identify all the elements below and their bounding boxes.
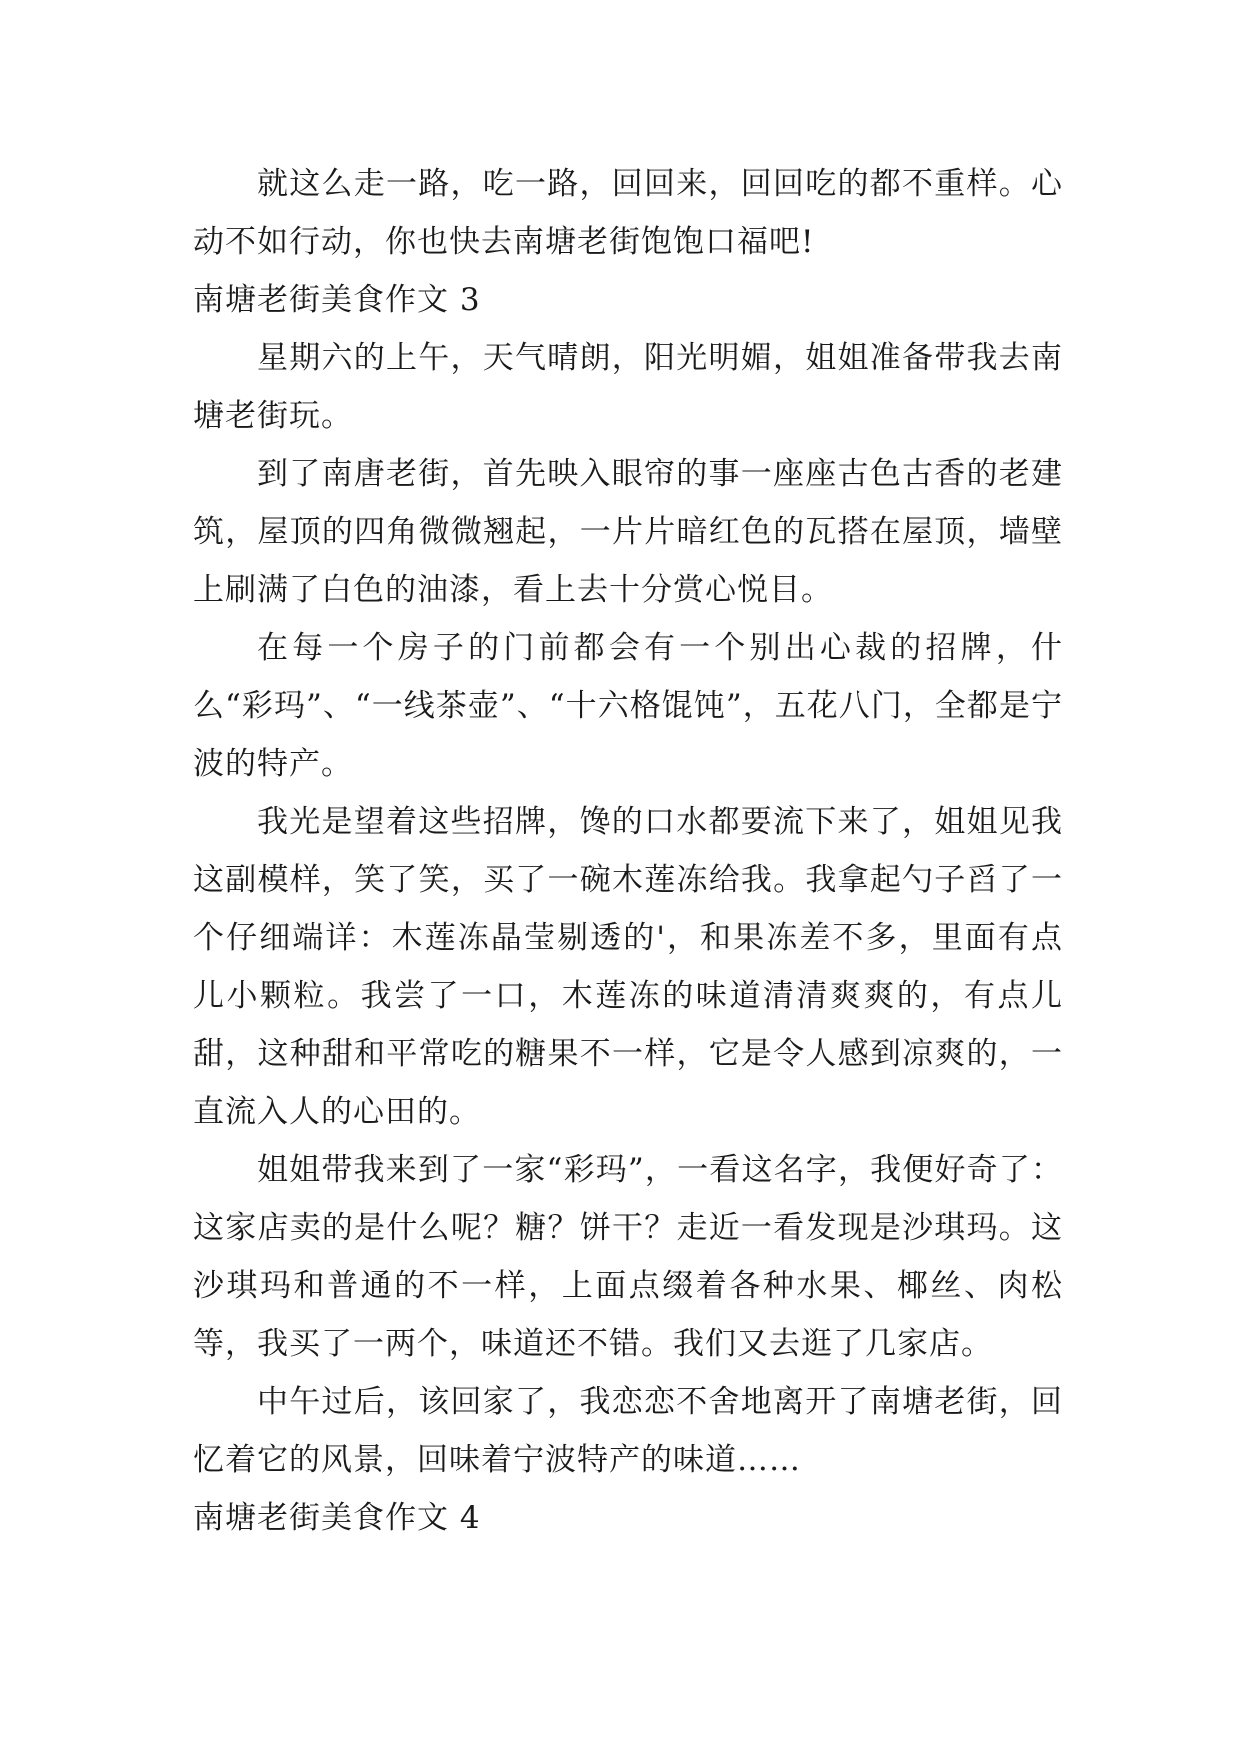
document-body bbox=[193, 155, 1063, 1547]
paragraph-saturday: 星期六的上午，天气晴朗，阳光明媚，姐姐准备带我去南塘老街玩。 bbox=[193, 340, 1063, 434]
essay-heading-4: 南塘老街美食作文 4 bbox=[193, 1500, 481, 1536]
paragraph-going-home: 中午过后，该回家了，我恋恋不舍地离开了南塘老街，回忆着它的风景，回味着宁波特产的味道…… bbox=[193, 1384, 1063, 1478]
paragraph-caima-shop: 姐姐带我来到了一家“彩玛”，一看这名字，我便好奇了：这家店卖的是什么呢？糖？饼干？走近一看发现是沙琪玛。这沙琪玛和普通的不一样，上面点缀着各种水果、椰丝、肉松等，我买了一两个，味道还不错。我们又去逛了几家店。 bbox=[193, 1152, 1063, 1362]
paragraph-signboards: 在每一个房子的门前都会有一个别出心裁的招牌，什么“彩玛”、“一线茶壶”、“十六格馄饨”，五花八门，全都是宁波的特产。 bbox=[193, 630, 1063, 782]
paragraph-architecture: 到了南唐老街，首先映入眼帘的事一座座古色古香的老建筑，屋顶的四角微微翘起，一片片暗红色的瓦搭在屋顶，墙壁上刷满了白色的油漆，看上去十分赏心悦目。 bbox=[193, 456, 1063, 608]
paragraph-mulian-jelly: 我光是望着这些招牌，馋的口水都要流下来了，姐姐见我这副模样，笑了笑，买了一碗木莲冻给我。我拿起勺子舀了一个仔细端详：木莲冻晶莹剔透的'，和果冻差不多，里面有点儿小颗粒。我尝了一口，木莲冻的味道清清爽爽的，有点儿甜，这种甜和平常吃的糖果不一样，它是令人感到凉爽的，一直流入人的心田的。 bbox=[193, 804, 1063, 1130]
essay-heading-3: 南塘老街美食作文 3 bbox=[193, 282, 481, 318]
paragraph-ending: 就这么走一路，吃一路，回回来，回回吃的都不重样。心动不如行动，你也快去南塘老街饱饱口福吧! bbox=[193, 166, 1063, 260]
